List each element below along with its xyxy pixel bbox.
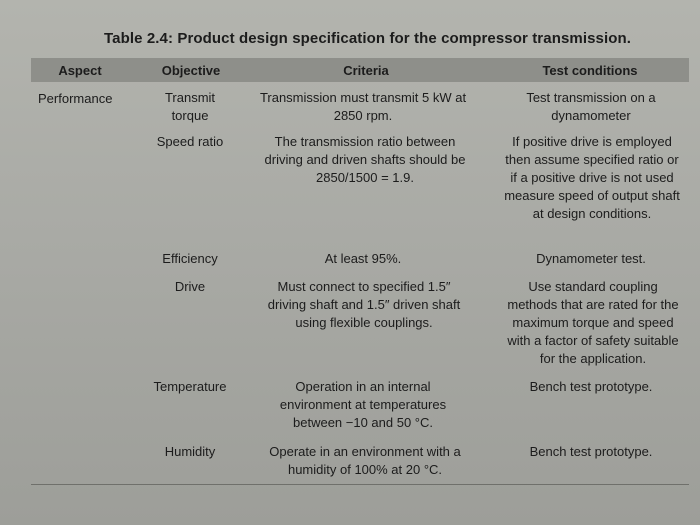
row-objective-humidity: Humidity	[164, 444, 216, 459]
row-objective-efficiency: Efficiency	[162, 251, 218, 266]
row-objective-transmit-torque: Transmit torque	[164, 90, 216, 123]
row-criteria-transmit-torque: Transmission must transmit 5 kW at 2850 rpm.	[259, 90, 467, 123]
header-objective: Objective	[161, 63, 221, 78]
row-criteria-efficiency: At least 95%.	[324, 251, 402, 266]
row-test-temperature: Bench test prototype.	[529, 379, 653, 394]
row-criteria-humidity: Operate in an environment with a humidity of 100% at 20 °C.	[269, 444, 461, 477]
header-aspect: Aspect	[58, 63, 102, 78]
row-criteria-drive: Must connect to specified 1.5″ driving shaft and 1.5″ driven shaft using flexible couplings.	[267, 279, 461, 330]
row-test-speed-ratio: If positive drive is employed then assume specified ratio or if a positive drive is not used measure speed of output shaft at design conditions.	[504, 134, 680, 221]
row-objective-drive: Drive	[174, 279, 206, 294]
row-test-transmit-torque: Test transmission on a dynamometer	[526, 90, 656, 123]
row-criteria-speed-ratio: The transmission ratio between driving and driven shafts should be 2850/1500 = 1.9.	[264, 134, 466, 185]
row-test-drive: Use standard coupling methods that are rated for the maximum torque and speed with a factor of safety suitable for the application.	[507, 279, 679, 366]
row-objective-temperature: Temperature	[153, 379, 227, 394]
aspect-performance: Performance	[38, 91, 113, 106]
row-test-humidity: Bench test prototype.	[529, 444, 653, 459]
row-test-efficiency: Dynamometer test.	[536, 251, 646, 266]
header-test-conditions: Test conditions	[542, 63, 638, 78]
row-criteria-temperature: Operation in an internal environment at temperatures between −10 and 50 °C.	[279, 379, 447, 430]
row-objective-speed-ratio: Speed ratio	[156, 134, 224, 149]
table-title: Table 2.4: Product design specification for the compressor transmission.	[104, 30, 632, 47]
header-criteria: Criteria	[343, 63, 389, 78]
table-bottom-rule	[31, 484, 689, 485]
